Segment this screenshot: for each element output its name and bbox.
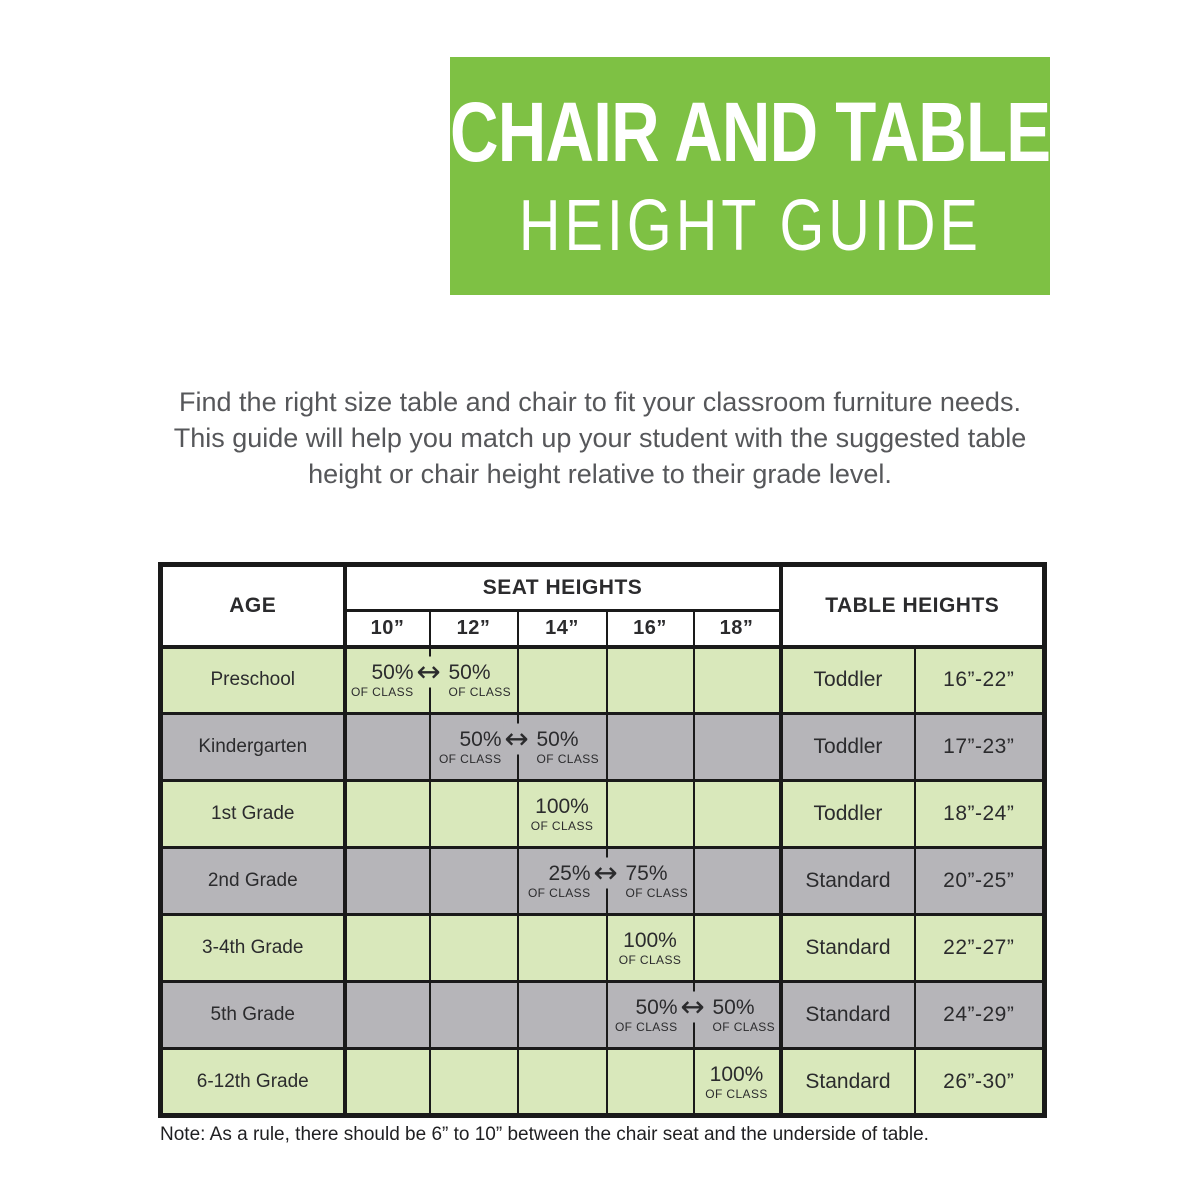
age-column-header: AGE xyxy=(161,565,345,647)
seat-cell-18in xyxy=(694,1049,781,1116)
seat-cell-14in xyxy=(518,848,618,915)
age-label: 6-12th Grade xyxy=(161,1049,345,1116)
seat-cell-14in-empty xyxy=(518,647,607,714)
percent-value: 50% xyxy=(635,996,678,1019)
seat-cell-12in-empty xyxy=(430,915,518,982)
of-class-label: OF CLASS xyxy=(618,953,682,967)
seat-cell-14in-empty xyxy=(518,982,607,1049)
table-row-5th-grade xyxy=(161,982,1045,1049)
of-class-label: OF CLASS xyxy=(350,685,414,700)
age-label: Kindergarten xyxy=(161,714,345,781)
table-type: Toddler xyxy=(781,781,915,848)
age-label: 2nd Grade xyxy=(161,848,345,915)
seat-cell-12in xyxy=(430,714,529,781)
of-class-label: OF CLASS xyxy=(438,752,502,766)
left-right-arrow-icon: ↔ xyxy=(593,855,618,890)
table-height-range: 26”-30” xyxy=(915,1049,1045,1116)
table-type: Toddler xyxy=(781,647,915,714)
seat-size-header-14: 14” xyxy=(518,611,607,647)
table-type: Toddler xyxy=(781,714,915,781)
of-class-label: OF CLASS xyxy=(536,752,600,766)
seat-cell-16in-empty xyxy=(607,781,694,848)
of-class-label: OF CLASS xyxy=(705,1086,768,1101)
seat-cell-10in-empty xyxy=(345,982,430,1049)
intro-line-1: Find the right size table and chair to fit your classroom furniture needs. xyxy=(179,387,1021,417)
seat-cell-12in xyxy=(430,647,518,714)
percent-value: 50% xyxy=(459,728,502,751)
seat-cell-14in xyxy=(518,714,607,781)
seat-cell-16in xyxy=(607,982,705,1049)
table-height-range: 16”-22” xyxy=(915,647,1045,714)
title-line-2: HEIGHT GUIDE xyxy=(518,186,982,266)
table-type: Standard xyxy=(781,848,915,915)
seat-cell-14in xyxy=(518,781,607,848)
seat-cell-12in-empty xyxy=(430,1049,518,1116)
percent-value: 100% xyxy=(623,929,677,952)
percent-value: 50% xyxy=(536,728,579,751)
seat-cell-16in-empty xyxy=(607,1049,694,1116)
of-class-label: OF CLASS xyxy=(530,819,594,833)
table-row-3-4th-grade xyxy=(161,915,1045,982)
seat-size-header-18: 18” xyxy=(694,611,781,647)
seat-cell-18in-empty xyxy=(694,647,781,714)
table-row-2nd-grade xyxy=(161,848,1045,915)
seat-cell-16in xyxy=(607,848,694,915)
of-class-label: OF CLASS xyxy=(448,685,512,700)
table-type: Standard xyxy=(781,982,915,1049)
seat-cell-18in-empty xyxy=(694,781,781,848)
table-height-range: 20”-25” xyxy=(915,848,1045,915)
table-row-6-12th-grade xyxy=(161,1049,1045,1116)
seat-cell-18in-empty xyxy=(694,848,781,915)
percent-value: 100% xyxy=(535,795,589,818)
seat-size-header-12: 12” xyxy=(430,611,518,647)
seat-cell-18in-empty xyxy=(694,915,781,982)
age-label: Preschool xyxy=(161,647,345,714)
percent-value: 100% xyxy=(709,1062,764,1086)
seat-cell-12in-empty xyxy=(430,781,518,848)
table-height-range: 22”-27” xyxy=(915,915,1045,982)
percent-value: 50% xyxy=(712,996,755,1019)
table-height-range: 17”-23” xyxy=(915,714,1045,781)
age-label: 1st Grade xyxy=(161,781,345,848)
table-type: Standard xyxy=(781,1049,915,1116)
intro-line-2: This guide will help you match up your student with the suggested table xyxy=(173,423,1027,453)
seat-cell-14in-empty xyxy=(518,915,607,982)
note-text: Note: As a rule, there should be 6” to 10” between the chair seat and the underside of table. xyxy=(160,1124,929,1145)
seat-cell-14in-empty xyxy=(518,1049,607,1116)
table-row-kindergarten xyxy=(161,714,1045,781)
table-header-row-1 xyxy=(161,565,1045,611)
intro-text xyxy=(0,384,1200,492)
table-row-preschool xyxy=(161,647,1045,714)
table-heights-header: TABLE HEIGHTS xyxy=(781,565,1045,647)
table-height-range: 18”-24” xyxy=(915,781,1045,848)
seat-cell-18in-empty xyxy=(694,714,781,781)
seat-cell-10in-empty xyxy=(345,714,430,781)
percent-value: 50% xyxy=(448,661,491,685)
percent-value: 50% xyxy=(371,661,414,685)
seat-cell-10in-empty xyxy=(345,1049,430,1116)
height-guide-table xyxy=(158,562,1047,1118)
intro-line-3: height or chair height relative to their grade level. xyxy=(308,459,892,489)
table-row-1st-grade xyxy=(161,781,1045,848)
of-class-label: OF CLASS xyxy=(527,886,591,900)
seat-size-header-16: 16” xyxy=(607,611,694,647)
of-class-label: OF CLASS xyxy=(625,886,689,900)
title-banner xyxy=(450,57,1050,295)
seat-cell-16in-empty xyxy=(607,714,694,781)
age-label: 3-4th Grade xyxy=(161,915,345,982)
seat-cell-10in-empty xyxy=(345,915,430,982)
seat-cell-12in-empty xyxy=(430,848,518,915)
seat-cell-12in-empty xyxy=(430,982,518,1049)
seat-heights-header: SEAT HEIGHTS xyxy=(345,565,781,611)
seat-cell-10in xyxy=(345,647,441,714)
seat-size-header-10: 10” xyxy=(345,611,430,647)
of-class-label: OF CLASS xyxy=(614,1020,678,1034)
seat-cell-18in xyxy=(694,982,781,1049)
seat-cell-16in-empty xyxy=(607,647,694,714)
left-right-arrow-icon: ↔ xyxy=(416,654,441,689)
title-line-1: CHAIR AND TABLE xyxy=(449,85,1051,179)
percent-value: 75% xyxy=(625,862,668,885)
age-label: 5th Grade xyxy=(161,982,345,1049)
table-type: Standard xyxy=(781,915,915,982)
percent-value: 25% xyxy=(548,862,591,885)
seat-cell-10in-empty xyxy=(345,848,430,915)
table-height-range: 24”-29” xyxy=(915,982,1045,1049)
seat-cell-10in-empty xyxy=(345,781,430,848)
seat-cell-16in xyxy=(607,915,694,982)
of-class-label: OF CLASS xyxy=(712,1020,776,1034)
left-right-arrow-icon: ↔ xyxy=(504,721,529,756)
left-right-arrow-icon: ↔ xyxy=(680,989,705,1024)
